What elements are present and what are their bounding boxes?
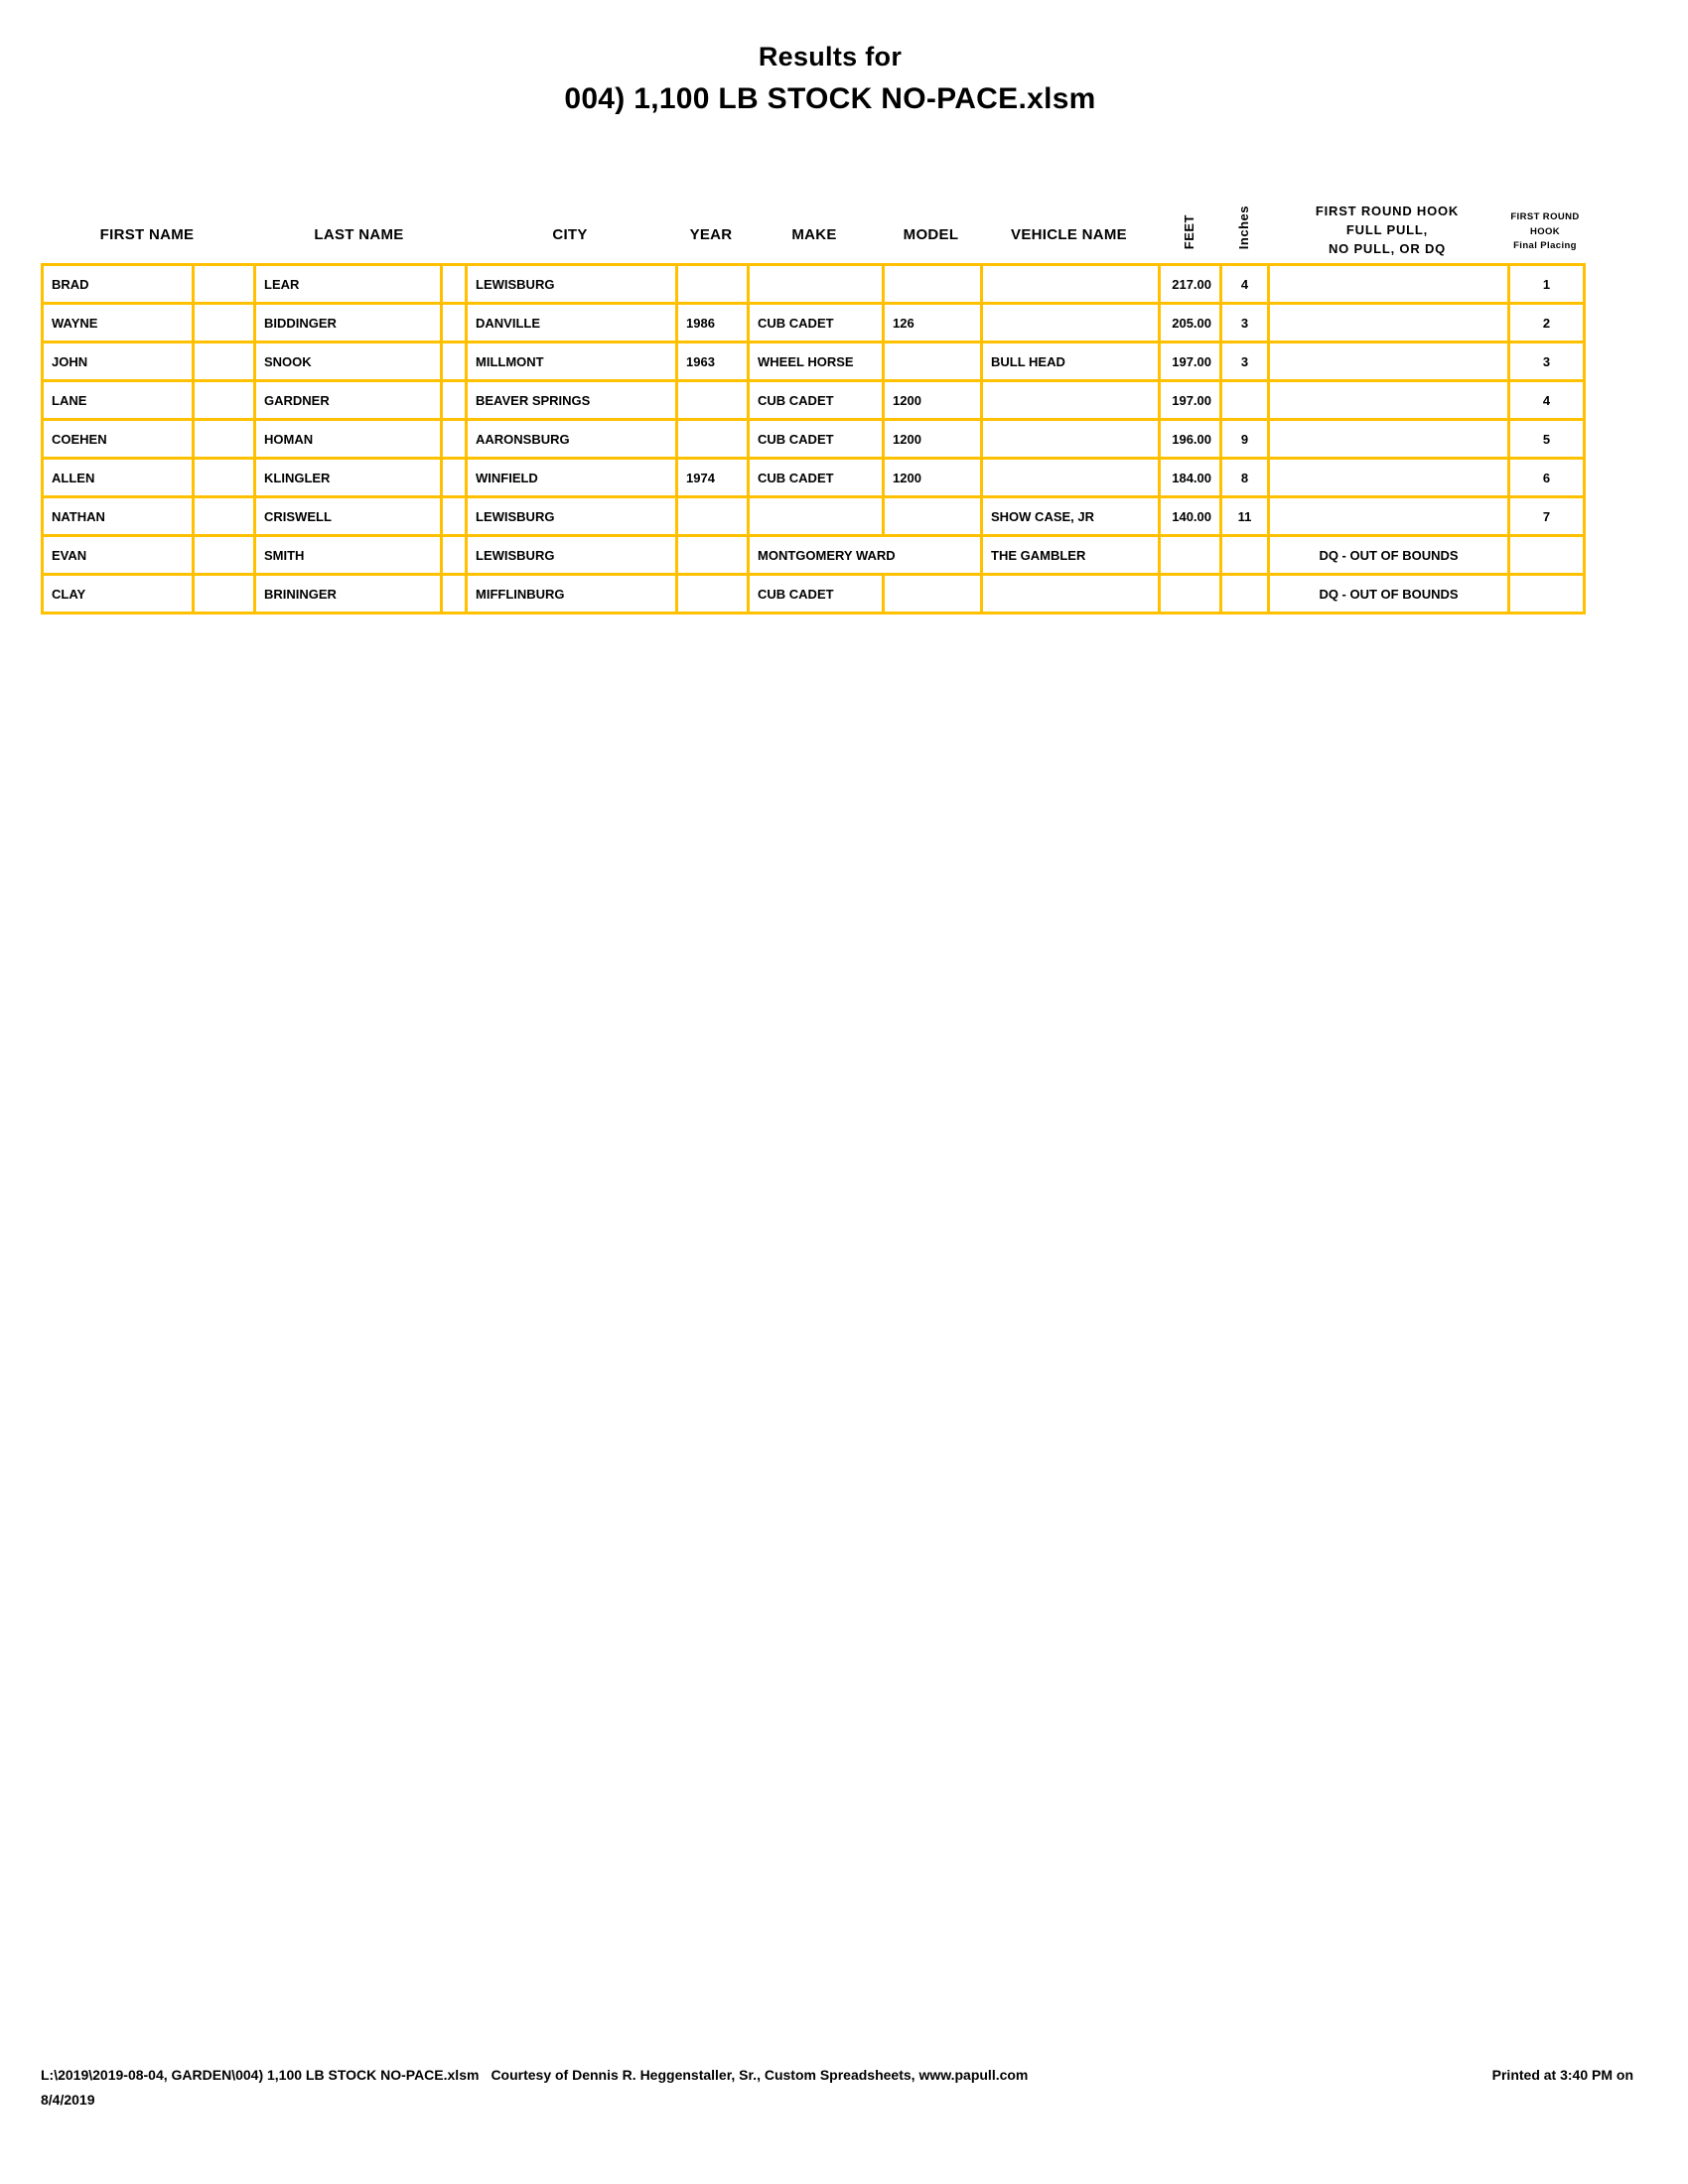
cell-feet	[1160, 536, 1221, 575]
footer-courtesy: Courtesy of Dennis R. Heggenstaller, Sr., Custom Spreadsheets, www.papull.com	[491, 2067, 1029, 2083]
table-row	[43, 304, 1585, 342]
cell-feet: 140.00	[1160, 497, 1221, 536]
cell-vehicle-name	[982, 304, 1160, 342]
cell-vehicle-name: SHOW CASE, JR	[982, 497, 1160, 536]
cell-placing: 3	[1509, 342, 1585, 381]
cell-feet: 184.00	[1160, 459, 1221, 497]
table-row	[43, 536, 1585, 575]
cell-last-name: BIDDINGER	[255, 304, 442, 342]
cell-year	[677, 536, 749, 575]
cell-placing	[1509, 575, 1585, 614]
cell-inches: 11	[1221, 497, 1269, 536]
cell-year	[677, 265, 749, 304]
cell-hook	[1269, 304, 1509, 342]
header-first-round-hook-result	[1267, 203, 1507, 263]
cell-inches: 9	[1221, 420, 1269, 459]
cell-make: MONTGOMERY WARD	[749, 536, 982, 575]
cell-last-name: SNOOK	[255, 342, 442, 381]
cell-year	[677, 420, 749, 459]
cell-last-name: KLINGLER	[255, 459, 442, 497]
cell-spacer2	[442, 420, 467, 459]
cell-first-name: COEHEN	[43, 420, 194, 459]
title-results-for: Results for	[758, 42, 903, 71]
cell-spacer1	[194, 420, 255, 459]
table-row	[43, 497, 1585, 536]
cell-inches: 3	[1221, 342, 1269, 381]
cell-first-name: LANE	[43, 381, 194, 420]
cell-inches	[1221, 381, 1269, 420]
header-last-name: LAST NAME	[314, 226, 404, 243]
header-year: YEAR	[689, 226, 733, 243]
cell-feet: 197.00	[1160, 381, 1221, 420]
cell-vehicle-name	[982, 459, 1160, 497]
cell-last-name: SMITH	[255, 536, 442, 575]
footer-printed-date: 8/4/2019	[41, 2092, 95, 2108]
cell-model: 1200	[884, 459, 982, 497]
cell-placing: 2	[1509, 304, 1585, 342]
header-model: MODEL	[903, 226, 959, 243]
cell-last-name: HOMAN	[255, 420, 442, 459]
cell-feet: 217.00	[1160, 265, 1221, 304]
cell-make	[749, 265, 884, 304]
table-row	[43, 381, 1585, 420]
results-table	[41, 263, 1586, 614]
header-placing-line-2: HOOK	[1529, 225, 1561, 237]
cell-spacer1	[194, 304, 255, 342]
cell-make: CUB CADET	[749, 459, 884, 497]
title-file-name: 004) 1,100 LB STOCK NO-PACE.xlsm	[564, 82, 1096, 115]
cell-first-name: CLAY	[43, 575, 194, 614]
cell-make: CUB CADET	[749, 575, 884, 614]
cell-spacer2	[442, 536, 467, 575]
cell-inches: 3	[1221, 304, 1269, 342]
table-row	[43, 420, 1585, 459]
cell-spacer2	[442, 459, 467, 497]
cell-spacer2	[442, 265, 467, 304]
page-footer	[41, 2067, 1633, 2108]
cell-year: 1974	[677, 459, 749, 497]
cell-spacer1	[194, 459, 255, 497]
footer-file-path: L:\2019\2019-08-04, GARDEN\004) 1,100 LB STOCK NO-PACE.xlsm	[41, 2067, 480, 2083]
cell-feet: 197.00	[1160, 342, 1221, 381]
cell-placing: 4	[1509, 381, 1585, 420]
cell-inches: 4	[1221, 265, 1269, 304]
cell-model: 126	[884, 304, 982, 342]
header-city: CITY	[552, 226, 588, 243]
cell-year	[677, 575, 749, 614]
table-row	[43, 265, 1585, 304]
cell-inches: 8	[1221, 459, 1269, 497]
cell-spacer2	[442, 342, 467, 381]
cell-model: 1200	[884, 381, 982, 420]
cell-spacer2	[442, 497, 467, 536]
cell-city: DANVILLE	[467, 304, 677, 342]
cell-city: MIFFLINBURG	[467, 575, 677, 614]
header-feet: FEET	[1181, 213, 1196, 249]
table-row	[43, 459, 1585, 497]
cell-model	[884, 265, 982, 304]
cell-city: MILLMONT	[467, 342, 677, 381]
cell-hook: DQ - OUT OF BOUNDS	[1269, 536, 1509, 575]
cell-city: BEAVER SPRINGS	[467, 381, 677, 420]
cell-feet: 196.00	[1160, 420, 1221, 459]
cell-make: CUB CADET	[749, 420, 884, 459]
header-placing-line-3: Final Placing	[1513, 239, 1577, 251]
cell-spacer1	[194, 497, 255, 536]
cell-placing: 5	[1509, 420, 1585, 459]
cell-make: CUB CADET	[749, 304, 884, 342]
cell-feet	[1160, 575, 1221, 614]
cell-city: LEWISBURG	[467, 265, 677, 304]
results-sheet	[41, 147, 1583, 614]
cell-hook	[1269, 459, 1509, 497]
cell-city: LEWISBURG	[467, 497, 677, 536]
cell-inches	[1221, 575, 1269, 614]
header-vehicle-name: VEHICLE NAME	[1011, 226, 1127, 243]
cell-first-name: WAYNE	[43, 304, 194, 342]
cell-inches	[1221, 536, 1269, 575]
cell-vehicle-name: THE GAMBLER	[982, 536, 1160, 575]
header-hook-line-3: NO PULL, OR DQ	[1328, 241, 1447, 257]
header-make: MAKE	[791, 226, 837, 243]
cell-hook	[1269, 381, 1509, 420]
cell-year: 1963	[677, 342, 749, 381]
cell-city: WINFIELD	[467, 459, 677, 497]
cell-spacer2	[442, 575, 467, 614]
cell-make: WHEEL HORSE	[749, 342, 884, 381]
cell-first-name: NATHAN	[43, 497, 194, 536]
cell-first-name: JOHN	[43, 342, 194, 381]
cell-spacer1	[194, 536, 255, 575]
cell-hook	[1269, 420, 1509, 459]
table-row	[43, 342, 1585, 381]
cell-city: LEWISBURG	[467, 536, 677, 575]
cell-vehicle-name: BULL HEAD	[982, 342, 1160, 381]
cell-last-name: CRISWELL	[255, 497, 442, 536]
column-header-row	[41, 147, 1583, 263]
cell-city: AARONSBURG	[467, 420, 677, 459]
footer-left	[41, 2067, 1028, 2083]
cell-year: 1986	[677, 304, 749, 342]
cell-hook: DQ - OUT OF BOUNDS	[1269, 575, 1509, 614]
cell-spacer1	[194, 342, 255, 381]
cell-first-name: BRAD	[43, 265, 194, 304]
footer-printed-at: Printed at 3:40 PM on	[1491, 2067, 1633, 2083]
cell-spacer1	[194, 575, 255, 614]
cell-model	[884, 575, 982, 614]
cell-feet: 205.00	[1160, 304, 1221, 342]
cell-first-name: ALLEN	[43, 459, 194, 497]
cell-placing: 7	[1509, 497, 1585, 536]
header-hook-line-2: FULL PULL,	[1345, 222, 1429, 238]
header-inches: Inches	[1235, 205, 1251, 249]
cell-last-name: LEAR	[255, 265, 442, 304]
header-placing-line-1: FIRST ROUND	[1510, 211, 1580, 223]
cell-placing	[1509, 536, 1585, 575]
cell-model: 1200	[884, 420, 982, 459]
cell-placing: 1	[1509, 265, 1585, 304]
cell-vehicle-name	[982, 265, 1160, 304]
cell-vehicle-name	[982, 381, 1160, 420]
header-first-name: FIRST NAME	[99, 226, 195, 243]
cell-year	[677, 381, 749, 420]
cell-placing: 6	[1509, 459, 1585, 497]
cell-vehicle-name	[982, 575, 1160, 614]
header-first-round-final-placing	[1507, 210, 1583, 263]
cell-make: CUB CADET	[749, 381, 884, 420]
cell-last-name: GARDNER	[255, 381, 442, 420]
cell-model	[884, 497, 982, 536]
table-row	[43, 575, 1585, 614]
cell-spacer1	[194, 381, 255, 420]
cell-make	[749, 497, 884, 536]
cell-vehicle-name	[982, 420, 1160, 459]
page-title	[0, 42, 1660, 116]
cell-spacer2	[442, 381, 467, 420]
cell-model	[884, 342, 982, 381]
cell-hook	[1269, 265, 1509, 304]
cell-spacer2	[442, 304, 467, 342]
cell-year	[677, 497, 749, 536]
cell-hook	[1269, 342, 1509, 381]
cell-last-name: BRININGER	[255, 575, 442, 614]
cell-spacer1	[194, 265, 255, 304]
footer-line-1	[41, 2067, 1633, 2083]
cell-hook	[1269, 497, 1509, 536]
header-hook-line-1: FIRST ROUND HOOK	[1315, 204, 1460, 219]
cell-first-name: EVAN	[43, 536, 194, 575]
